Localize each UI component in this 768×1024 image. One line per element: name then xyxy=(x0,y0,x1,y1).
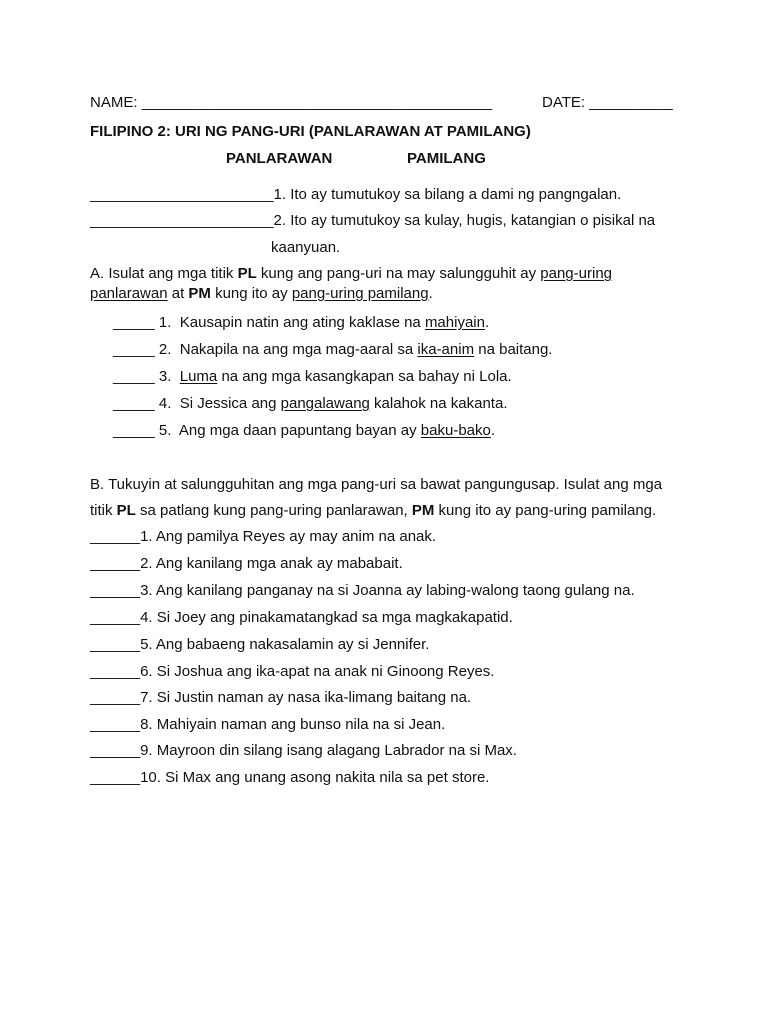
instr-code-pm: PM xyxy=(188,285,211,302)
column-pamilang: PAMILANG xyxy=(407,150,486,167)
section-a-item xyxy=(113,315,489,330)
section-b-item xyxy=(90,556,403,571)
item-text: 4. Si Joey ang pinakamatangkad sa mga magkakapatid. xyxy=(140,609,513,626)
item-text: na baitang. xyxy=(474,341,553,358)
item-number: 2. xyxy=(158,341,172,358)
date-label: DATE: xyxy=(542,94,586,111)
item-text: Ang mga daan papuntang bayan ay xyxy=(178,422,421,439)
section-b-item xyxy=(90,690,471,705)
section-b-item xyxy=(90,664,494,679)
item-text: 8. Mahiyain naman ang bunso nila na si Jean. xyxy=(140,716,446,733)
item-text: . xyxy=(484,314,490,331)
answer-blank[interactable]: ______ xyxy=(90,582,141,599)
item-text: Si Jessica ang xyxy=(179,395,281,412)
section-a-instructions xyxy=(90,264,680,304)
instr-code-pm: PM xyxy=(411,502,435,519)
item-text: . xyxy=(490,422,496,439)
item-text: na ang mga kasangkapan sa bahay ni Lola. xyxy=(217,368,512,385)
section-b-item xyxy=(90,529,436,544)
item-text: 1. Ang pamilya Reyes ay may anim na anak. xyxy=(140,528,437,545)
worksheet-title: FILIPINO 2: URI NG PANG-URI (PANLARAWAN AT PAMILANG) xyxy=(90,123,531,140)
instr-text: kung ito ay xyxy=(210,285,292,302)
definition-item xyxy=(90,213,655,228)
section-a-item xyxy=(113,396,507,411)
instr-text: at xyxy=(167,285,189,302)
name-blank[interactable]: __________________________________________ xyxy=(141,94,493,111)
item-number: 4. xyxy=(158,395,172,412)
answer-blank[interactable]: ______ xyxy=(90,528,141,545)
underlined-adjective: Luma xyxy=(179,368,218,385)
item-text: 5. Ang babaeng nakasalamin ay si Jennifer. xyxy=(140,636,430,653)
name-label: NAME: xyxy=(90,94,138,111)
date-line xyxy=(542,95,673,110)
date-blank[interactable]: __________ xyxy=(589,94,673,111)
underlined-adjective: pangalawang xyxy=(280,395,370,412)
instr-underlined: panlarawan xyxy=(90,285,168,302)
section-b-item xyxy=(90,610,513,625)
item-text: Nakapila na ang mga mag-aaral sa xyxy=(179,341,418,358)
section-a-item xyxy=(113,342,552,357)
section-b-item xyxy=(90,770,489,785)
definition-text-cont: kaanyuan. xyxy=(271,239,341,256)
item-text: 10. Si Max ang unang asong nakita nila sa pet store. xyxy=(140,769,490,786)
answer-blank[interactable]: ______ xyxy=(90,663,141,680)
instr-underlined: pang-uring xyxy=(540,265,612,282)
item-text: 6. Si Joshua ang ika-apat na anak ni Ginoong Reyes. xyxy=(140,663,495,680)
definition-text: 1. Ito ay tumutukoy sa bilang a dami ng pangngalan. xyxy=(273,186,622,203)
item-number: 3. xyxy=(158,368,172,385)
answer-blank[interactable]: ______ xyxy=(90,609,141,626)
section-b-item xyxy=(90,717,445,732)
instr-text: kung ang pang-uri na may salungguhit ay xyxy=(256,265,541,282)
item-text: 7. Si Justin naman ay nasa ika-limang baitang na. xyxy=(140,689,472,706)
section-b-item xyxy=(90,583,635,598)
instr-code-pl: PL xyxy=(237,265,257,282)
answer-blank[interactable]: ______ xyxy=(90,716,141,733)
section-b-item xyxy=(90,637,429,652)
answer-blank[interactable]: _____ xyxy=(113,341,155,358)
instr-text: . xyxy=(428,285,433,302)
answer-blank[interactable]: _____ xyxy=(113,422,155,439)
item-number: 5. xyxy=(158,422,172,439)
answer-blank[interactable]: ______ xyxy=(90,742,141,759)
section-b-item xyxy=(90,743,517,758)
answer-blank[interactable]: ______________________ xyxy=(90,186,274,203)
item-number: 1. xyxy=(158,314,172,331)
item-text: 2. Ang kanilang mga anak ay mababait. xyxy=(140,555,403,572)
definition-text: 2. Ito ay tumutukoy sa kulay, hugis, katangian o pisikal na xyxy=(273,212,656,229)
instr-text: sa patlang kung pang-uring panlarawan, xyxy=(135,502,412,519)
column-panlarawan: PANLARAWAN xyxy=(226,150,333,167)
instr-text: A. Isulat ang mga titik xyxy=(90,265,238,282)
section-b-instructions-cont xyxy=(90,503,656,518)
underlined-adjective: baku-bako xyxy=(420,422,491,439)
answer-blank[interactable]: ______ xyxy=(90,689,141,706)
item-text: 3. Ang kanilang panganay na si Joanna ay labing-walong taong gulang na. xyxy=(140,582,635,599)
section-a-item xyxy=(113,423,495,438)
definition-item xyxy=(90,187,621,202)
answer-blank[interactable]: ______ xyxy=(90,769,141,786)
item-text: Kausapin natin ang ating kaklase na xyxy=(179,314,425,331)
instr-code-pl: PL xyxy=(116,502,136,519)
answer-blank[interactable]: _____ xyxy=(113,395,155,412)
section-b-instructions: B. Tukuyin at salungguhitan ang mga pang-uri sa bawat pangungusap. Isulat ang mga xyxy=(90,476,663,493)
name-line xyxy=(90,95,492,110)
instr-underlined: pang-uring pamilang xyxy=(291,285,429,302)
answer-blank[interactable]: ______ xyxy=(90,636,141,653)
underlined-adjective: ika-anim xyxy=(417,341,475,358)
item-text: kalahok na kakanta. xyxy=(369,395,508,412)
answer-blank[interactable]: _____ xyxy=(113,314,155,331)
answer-blank[interactable]: ______________________ xyxy=(90,212,274,229)
instr-text: kung ito ay pang-uring pamilang. xyxy=(434,502,657,519)
item-text: 9. Mayroon din silang isang alagang Labrador na si Max. xyxy=(140,742,517,759)
instr-text: titik xyxy=(90,502,117,519)
answer-blank[interactable]: _____ xyxy=(113,368,155,385)
answer-blank[interactable]: ______ xyxy=(90,555,141,572)
section-a-item xyxy=(113,369,512,384)
underlined-adjective: mahiyain xyxy=(424,314,485,331)
